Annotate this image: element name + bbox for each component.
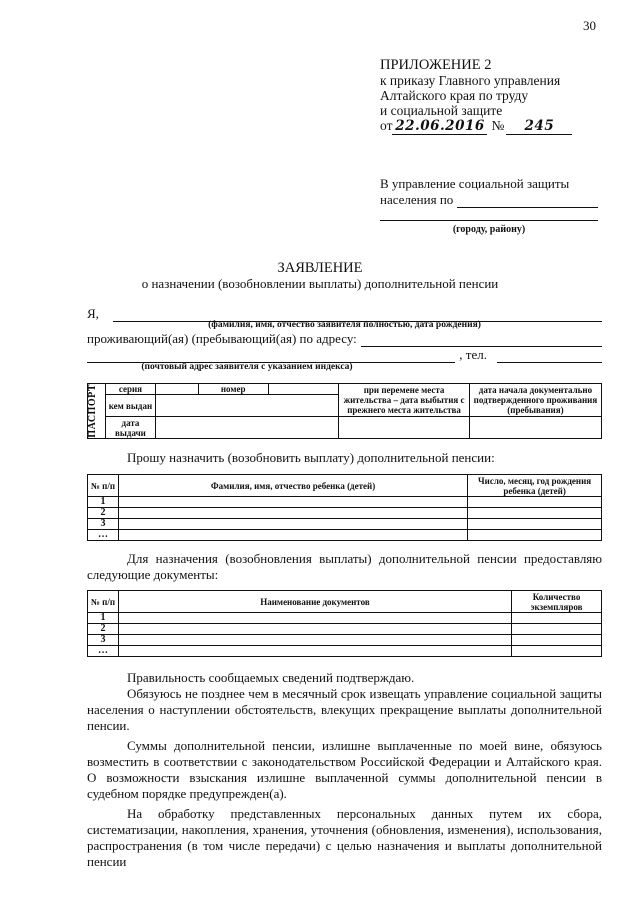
doc-name-input[interactable]	[118, 646, 511, 657]
document-title: ЗАЯВЛЕНИЕ	[277, 260, 363, 276]
children-table	[87, 474, 602, 541]
appendix-line-1: к приказу Главного управления	[380, 73, 561, 88]
order-date-line	[380, 118, 610, 135]
documents-table	[87, 590, 602, 657]
issue-date-label: дата выдачи	[105, 417, 156, 439]
paragraph-refund: Суммы дополнительной пенсии, излишне выплаченные по моей вине, обязуюсь возместить в соответствии с законодательством Российской Федерации и Алтайского края. О возможности взыскания излишне выплаченной суммы дополнительной пенсии в судебном порядке предупрежден(а).	[87, 738, 602, 801]
table-row	[88, 624, 602, 635]
number-label: №	[491, 118, 505, 133]
series-label: серия	[105, 384, 156, 395]
child-name-input[interactable]	[118, 519, 467, 530]
passport-vertical-cell	[88, 384, 106, 439]
docs-col-count: Количество экземпляров	[512, 591, 602, 613]
paragraph-obligation: Обязуюсь не позднее чем в месячный срок извещать управление социальной защиты населения о наступлении обстоятельств, влекущих прекращение выплаты дополнительной пенсии.	[87, 686, 602, 733]
passport-label: ПАСПОРТ	[87, 384, 98, 438]
passport-table	[87, 383, 602, 439]
child-name-input[interactable]	[118, 497, 467, 508]
row-number: …	[88, 646, 119, 657]
series-input[interactable]	[156, 384, 198, 395]
table-row	[88, 519, 602, 530]
residence-start-label: дата начала документально подтвержденного проживания (пребывания)	[469, 384, 601, 417]
child-birth-input[interactable]	[468, 530, 602, 541]
move-date-label: при перемене места жительства – дата выбытия с прежнего места жительства	[339, 384, 470, 417]
table-row	[88, 497, 602, 508]
addressee-line-2: населения по	[380, 192, 454, 207]
addressee-block	[380, 176, 598, 238]
appendix-header	[380, 58, 610, 135]
doc-name-input[interactable]	[118, 613, 511, 624]
paragraph-consent: На обработку представленных персональных данных путем их сбора, систематизации, накопления, хранения, уточнения (обновления, изменения), использования, распространения (в том числе передачи) с целью назначения и выплаты дополнительной пенсии	[87, 806, 602, 869]
district-caption: (городу, району)	[452, 224, 526, 235]
issued-by-input[interactable]	[156, 395, 339, 417]
doc-count-input[interactable]	[512, 613, 602, 624]
issued-by-label: кем выдан	[105, 395, 156, 417]
child-name-input[interactable]	[118, 530, 467, 541]
move-date-input[interactable]	[339, 417, 470, 439]
order-number: 245	[506, 119, 572, 135]
appendix-line-2: Алтайского края по труду	[380, 88, 529, 103]
district-input-line-2[interactable]	[380, 210, 598, 221]
passport-number-input[interactable]	[268, 384, 338, 395]
appendix-line-3: и социальной защите	[380, 103, 503, 118]
doc-count-input[interactable]	[512, 635, 602, 646]
children-col-birth: Число, месяц, год рождения ребенка (детей)	[468, 475, 602, 497]
i-label: Я,	[87, 306, 99, 321]
paragraph-confirm: Правильность сообщаемых сведений подтверждаю.	[127, 670, 415, 685]
doc-count-input[interactable]	[512, 646, 602, 657]
addressee-line-1: В управление социальной защиты	[380, 176, 570, 191]
children-request: Прошу назначить (возобновить выплату) дополнительной пенсии:	[127, 450, 495, 465]
table-row	[88, 508, 602, 519]
address-field-row	[87, 331, 602, 347]
row-number: 2	[88, 508, 119, 519]
district-input-line[interactable]	[457, 195, 598, 208]
docs-col-name: Наименование документов	[118, 591, 511, 613]
child-name-input[interactable]	[118, 508, 467, 519]
row-number: 2	[88, 624, 119, 635]
table-row	[88, 530, 602, 541]
documents-intro: Для назначения (возобновления выплаты) дополнительной пенсии предоставляю следующие документы:	[87, 551, 602, 582]
from-label: от	[380, 118, 393, 133]
residence-start-input[interactable]	[469, 417, 601, 439]
phone-input-line[interactable]	[497, 350, 602, 363]
appendix-title: ПРИЛОЖЕНИЕ 2	[380, 57, 492, 73]
address-input-line[interactable]	[361, 334, 602, 347]
order-date: 22.06.2016	[392, 119, 487, 135]
phone-label: , тел.	[459, 347, 487, 362]
row-number: 3	[88, 635, 119, 646]
table-row	[88, 646, 602, 657]
row-number: 1	[88, 497, 119, 508]
children-col-num: № п/п	[88, 475, 119, 497]
children-col-name: Фамилия, имя, отчество ребенка (детей)	[118, 475, 467, 497]
row-number: 3	[88, 519, 119, 530]
doc-name-input[interactable]	[118, 624, 511, 635]
table-row	[88, 635, 602, 646]
doc-name-input[interactable]	[118, 635, 511, 646]
address-caption: (почтовый адрес заявителя с указанием индекса)	[141, 362, 353, 372]
table-row	[88, 613, 602, 624]
row-number: …	[88, 530, 119, 541]
residing-label: проживающий(ая) (пребывающий(ая) по адресу:	[87, 331, 357, 346]
document-subtitle: о назначении (возобновлении выплаты) дополнительной пенсии	[141, 276, 499, 291]
doc-count-input[interactable]	[512, 624, 602, 635]
child-birth-input[interactable]	[468, 497, 602, 508]
child-birth-input[interactable]	[468, 519, 602, 530]
issue-date-input[interactable]	[156, 417, 339, 439]
row-number: 1	[88, 613, 119, 624]
docs-col-num: № п/п	[88, 591, 119, 613]
number-label-cell: номер	[198, 384, 268, 395]
page-number: 30	[583, 18, 596, 33]
child-birth-input[interactable]	[468, 508, 602, 519]
address-phone-row	[87, 347, 602, 363]
name-caption: (фамилия, имя, отчество заявителя полностью, дата рождения)	[208, 320, 481, 330]
